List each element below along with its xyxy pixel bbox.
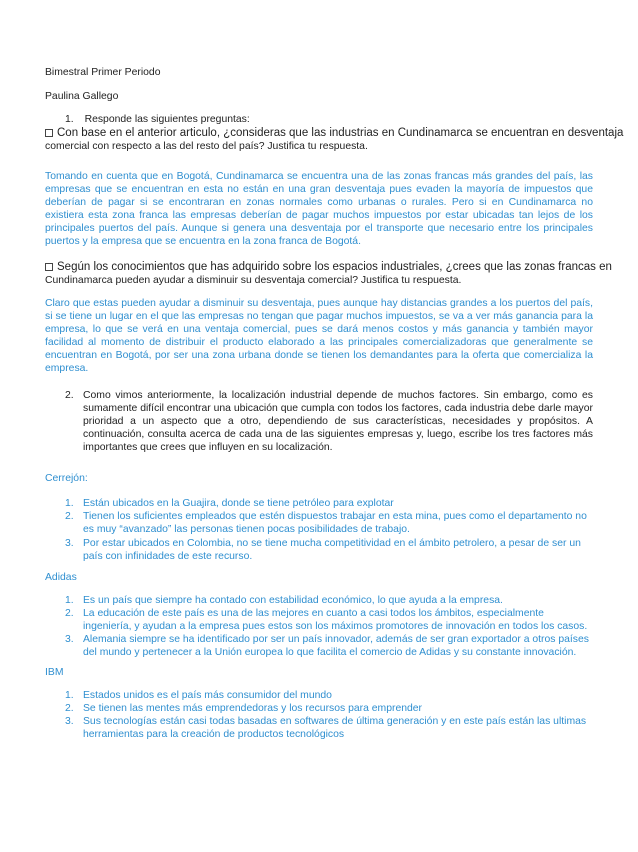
company-heading-ibm: IBM <box>45 667 64 678</box>
list-number: 1. <box>65 595 74 606</box>
list-number: 2. <box>65 511 74 522</box>
section1-number: 1. <box>65 114 74 125</box>
list-item: Tienen los suficientes empleados que estén dispuestos trabajar en esta mina, pues como el departamento no es muy “avanzado” las personas tienen pocas posibilidades de trabajo. <box>83 511 587 535</box>
list-item: Es un país que siempre ha contado con estabilidad económico, lo que ayuda a la empresa. <box>83 595 503 606</box>
author-name: Paulina Gallego <box>45 91 119 102</box>
answer-1: Tomando en cuenta que en Bogotá, Cundinamarca se encuentra una de las zonas francas más grandes del país, las empresas que se encuentran en esta no están en una gran desventaja pues evaden la mayoría de impuestos que deberían de pagar si se encontraran en zonas normales como urbanas o rurales. Pero si en Cundinamarca no existiera esta zona franca las empresas deberían de pagar muchos impuestos por estar ubicadas tan lejos de los principales puertos del país. Aunque si genera una desventaja por el transporte que necesario entre los principales puertos y la empresa que se encuentra en la zona franca de Bogotá. <box>45 171 593 247</box>
section2-number: 2. <box>65 390 74 401</box>
list-item: Están ubicados en la Guajira, donde se tiene petróleo para explotar <box>83 498 394 509</box>
list-item: Por estar ubicados en Colombia, no se tiene mucha competitividad en el ámbito petrolero, a pesar de ser un país con infinidades de este recurso. <box>83 538 581 562</box>
checkbox-icon <box>45 263 53 271</box>
section1-heading <box>65 113 593 126</box>
list-number: 2. <box>65 703 74 714</box>
list-number: 3. <box>65 634 74 645</box>
list-item: Sus tecnologías están casi todas basadas en softwares de última generación y en este país están las ultimas herramientas para la creación de productos tecnológicos <box>83 716 587 740</box>
checkbox-icon <box>45 129 53 137</box>
list-number: 1. <box>65 690 74 701</box>
list-number: 3. <box>65 538 74 549</box>
question-1-line2: comercial con respecto a las del resto del país? Justifica tu respuesta. <box>45 141 368 152</box>
list-number: 3. <box>65 716 74 727</box>
company-heading-adidas: Adidas <box>45 572 77 583</box>
list-item: Se tienen las mentes más emprendedoras y los recursos para emprender <box>83 703 423 714</box>
list-number: 2. <box>65 608 74 619</box>
question-1-line1: Con base en el anterior articulo, ¿consideras que las industrias en Cundinamarca se encuentran en desventaja <box>57 127 624 139</box>
list-number: 1. <box>65 498 74 509</box>
question-2 <box>45 261 612 287</box>
section1-label: Responde las siguientes preguntas: <box>84 114 250 125</box>
question-2-line1: Según los conocimientos que has adquirido sobre los espacios industriales, ¿crees que las zonas francas en <box>57 261 612 273</box>
section2-text: Como vimos anteriormente, la localización industrial depende de muchos factores. Sin embargo, como es sumamente difícil encontrar una ubicación que cumpla con todos los factores, cada industria debe darle mayor prioridad a un aspecto que a otro, dependiendo de sus características, necesidades y propósitos. A continuación, consulta acerca de cada una de las siguientes empresas y, luego, escribe los tres factores más importantes que crees que influyen en su localización. <box>83 390 593 453</box>
list-item: La educación de este país es una de las mejores en cuanto a casi todos los ámbitos, especialmente ingeniería, y ayudan a la empresa pues estos son los máximos promotores de innovación en todos los casos. <box>83 608 588 632</box>
question-2-line2: Cundinamarca pueden ayudar a disminuir su desventaja comercial? Justifica tu respuesta. <box>45 275 462 286</box>
list-item: Alemania siempre se ha identificado por ser un país innovador, además de ser gran exportador a otros países del mundo y pertenecer a la Unión europea lo que facilita el comercio de Adidas y su constante innovación. <box>83 634 589 658</box>
question-1 <box>45 127 624 153</box>
answer-2: Claro que estas pueden ayudar a disminuir su desventaja, pues aunque hay distancias grandes a los puertos del país, si se tiene un lugar en el que las empresas no tengan que pagar muchos impuestos, se va a ver más ganancia para la empresa, lo que se verá en una ventaja comercial, pues se dará menos costos y más ganancia y también mayor facilidad al momento de distribuir el producto elaborado a las principales comercializadoras que generalmente se encuentran en Bogotá, por ser una zona urbana donde se tienen los demandantes para la oferta que comercializa la empresa. <box>45 298 593 374</box>
list-item: Estados unidos es el país más consumidor del mundo <box>83 690 332 701</box>
document-title: Bimestral Primer Periodo <box>45 67 161 78</box>
company-heading-cerrejon: Cerrejón: <box>45 473 88 484</box>
